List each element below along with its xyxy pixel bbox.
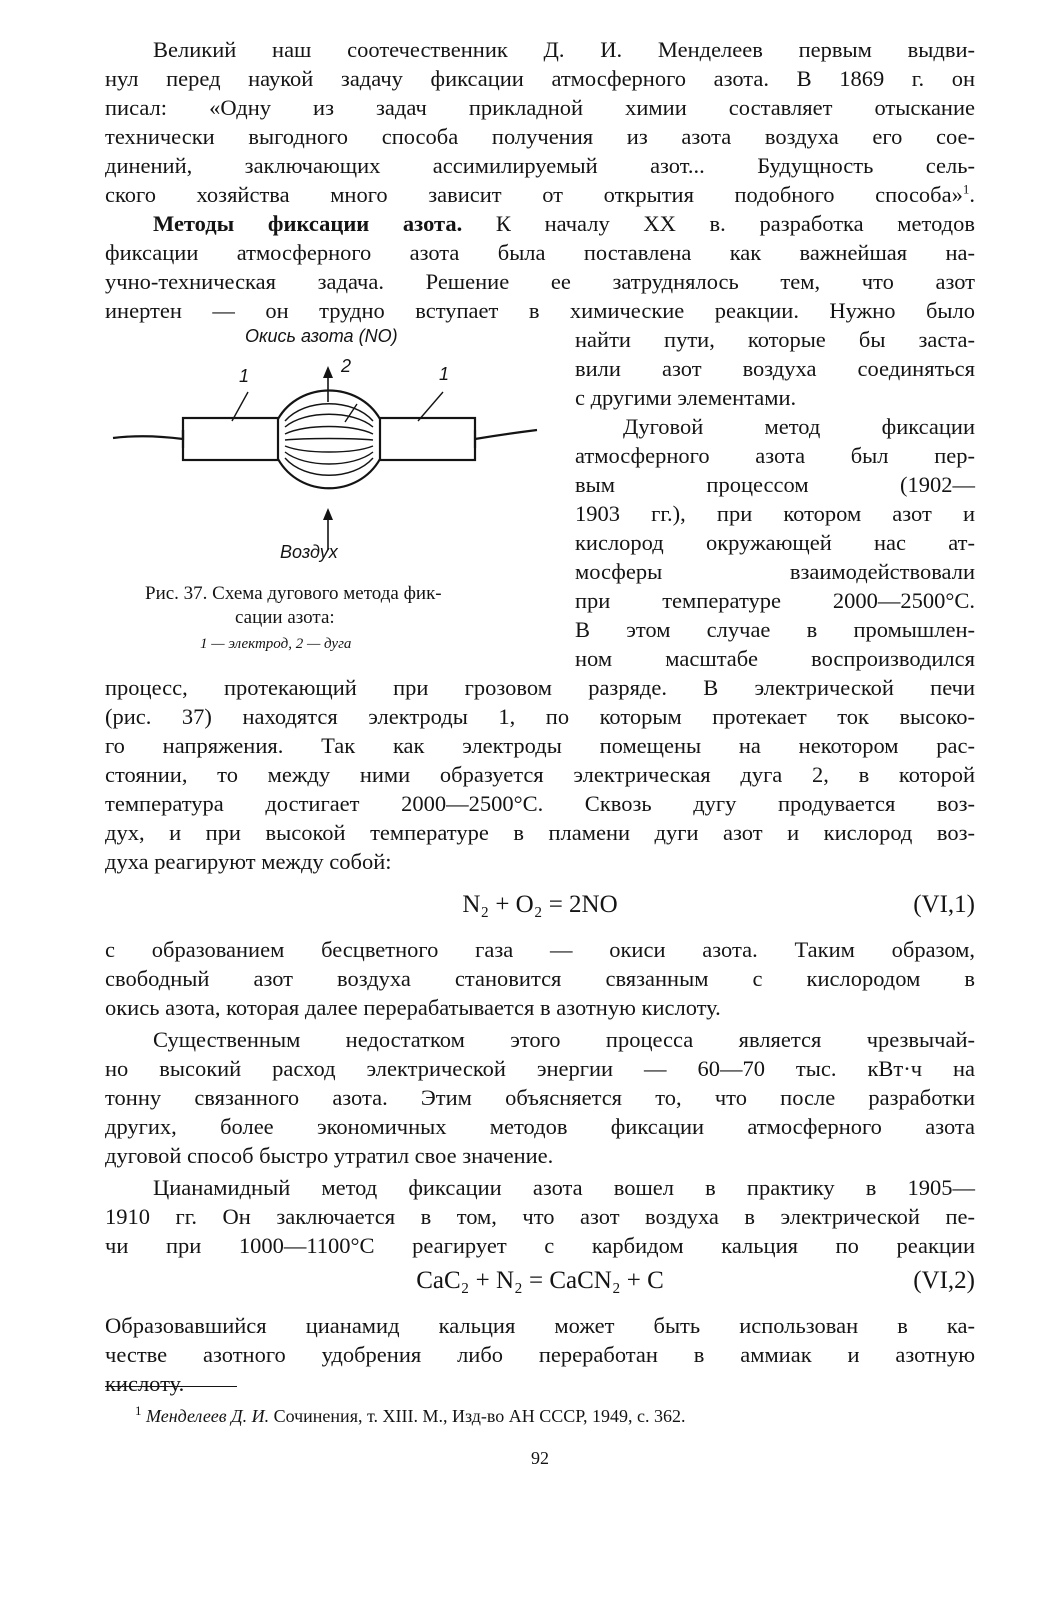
text-line: нул перед наукой задачу фиксации атмосферного азота. В 1869 г. он	[105, 66, 975, 91]
arc-method-diagram	[105, 326, 560, 656]
footnote-ref: 1	[962, 181, 970, 197]
footnote-text: Сочинения, т. XIII. М., Изд-во АН СССР, 1949, с. 362.	[269, 1406, 686, 1426]
text-line: температура достигает 2000—2500°С. Сквозь дугу продувается воз-	[105, 791, 975, 816]
equation-number: (VI,1)	[913, 891, 975, 918]
text-fragment: ского хозяйства много зависит от открытия подобного способа»	[105, 182, 963, 207]
text-line: (рис. 37) находятся электроды 1, по которым протекает ток высоко-	[105, 704, 975, 729]
footnote-rule	[105, 1386, 237, 1387]
text-line: писал: «Одну из задач прикладной химии составляет отыскание	[105, 95, 975, 120]
right-electrode	[380, 418, 475, 460]
text-line: с образованием бесцветного газа — окиси азота. Таким образом,	[105, 937, 975, 962]
text-line: Цианамидный метод фиксации азота вошел в практику в 1905—	[153, 1175, 975, 1200]
text-line: Великий наш соотечественник Д. И. Менделеев первым выдви-	[153, 37, 975, 62]
text-line	[105, 181, 975, 209]
equation-formula: N₂ + O₂ = 2NO	[462, 891, 618, 918]
text-line: с другими элементами.	[575, 385, 797, 410]
text-line: но высокий расход электрической энергии — 60—70 тыс. кВт·ч на	[105, 1056, 975, 1081]
footnote-mark: 1	[135, 1403, 142, 1418]
text-line: чи при 1000—1100°С реагирует с карбидом кальция по реакции	[105, 1233, 975, 1258]
figure-bottom-label: Воздух	[280, 542, 338, 562]
equation	[105, 888, 975, 922]
text-line: го напряжения. Так как электроды помещены на некотором рас-	[105, 733, 975, 758]
text-line: кислород окружающей нас ат-	[575, 530, 975, 555]
text-line: дуговой способ быстро утратил свое значение.	[105, 1143, 554, 1168]
text-line	[105, 210, 975, 238]
text-line: технически выгодного способа получения из азота воздуха его сое-	[105, 124, 975, 149]
text-line: инертен — он трудно вступает в химические реакции. Нужно было	[105, 298, 975, 323]
figure-legend: 1 — электрод, 2 — дуга	[200, 636, 352, 652]
text-line: духа реагируют между собой:	[105, 849, 392, 874]
text-line: динений, заключающих ассимилируемый азот... Будущность сель-	[105, 153, 975, 178]
page-number: 92	[531, 1448, 549, 1468]
text-line: Дуговой метод фиксации	[623, 414, 975, 439]
figure-caption: сации азота:	[235, 607, 335, 628]
equation-number: (VI,2)	[913, 1267, 975, 1294]
text-line: 1910 гг. Он заключается в том, что азот воздуха в электрической пе-	[105, 1204, 975, 1229]
text-line: окись азота, которая далее перерабатывается в азотную кислоту.	[105, 995, 721, 1020]
text-line: вили азот воздуха соединяться	[575, 356, 975, 381]
text-line: честве азотного удобрения либо переработан в аммиак и азотную	[105, 1342, 975, 1367]
text-line: учно-техническая задача. Решение ее затруднялось тем, что азот	[105, 269, 975, 294]
text-line: процесс, протекающий при грозовом разряде. В электрической печи	[105, 675, 975, 700]
text-line: Образовавшийся цианамид кальция может быть использован в ка-	[105, 1313, 975, 1338]
text-line: других, более экономичных методов фиксации атмосферного азота	[105, 1114, 975, 1139]
figure-number-label: 2	[341, 356, 352, 376]
figure-caption: Рис. 37. Схема дугового метода фик-	[145, 583, 442, 604]
left-electrode	[183, 418, 278, 460]
text-fragment: .	[969, 182, 975, 207]
text-line: дух, и при высокой температуре в пламени дуги азот и кислород воз-	[105, 820, 975, 845]
diagram-drawing	[105, 326, 560, 566]
text-line: найти пути, которые бы заста-	[575, 327, 975, 352]
text-line: атмосферного азота был пер-	[575, 443, 975, 468]
equation	[105, 1264, 975, 1298]
text-line: Существенным недостатком этого процесса является чрезвычай-	[153, 1027, 975, 1052]
text-line: В этом случае в промышлен-	[575, 617, 975, 642]
figure-top-label: Окись азота (NO)	[245, 326, 398, 346]
text-line: фиксации атмосферного азота была поставлена как важнейшая на-	[105, 240, 975, 265]
text-line: ном масштабе воспроизводился	[575, 646, 975, 671]
text-line: мосферы взаимодействовали	[575, 559, 975, 584]
text-line: 1903 гг.), при котором азот и	[575, 501, 975, 526]
figure-number-label: 1	[439, 364, 450, 384]
text-line: стоянии, то между ними образуется электрическая дуга 2, в которой	[105, 762, 975, 787]
text-line: кислоту.	[105, 1371, 185, 1396]
footnote-author: Менделеев Д. И.	[146, 1406, 270, 1426]
equation-formula: CaC₂ + N₂ = CaCN₂ + C	[416, 1267, 664, 1294]
text-fragment: К началу XX в. разработка методов	[462, 211, 975, 236]
text-line: вым процессом (1902—	[575, 472, 975, 497]
footnote	[135, 1404, 686, 1428]
section-heading: Методы фиксации азота.	[153, 211, 463, 236]
text-line: свободный азот воздуха становится связанным с кислородом в	[105, 966, 975, 991]
text-line: при температуре 2000—2500°С.	[575, 588, 975, 613]
text-line: тонну связанного азота. Этим объясняется то, что после разработки	[105, 1085, 975, 1110]
figure-number-label: 1	[239, 366, 250, 386]
